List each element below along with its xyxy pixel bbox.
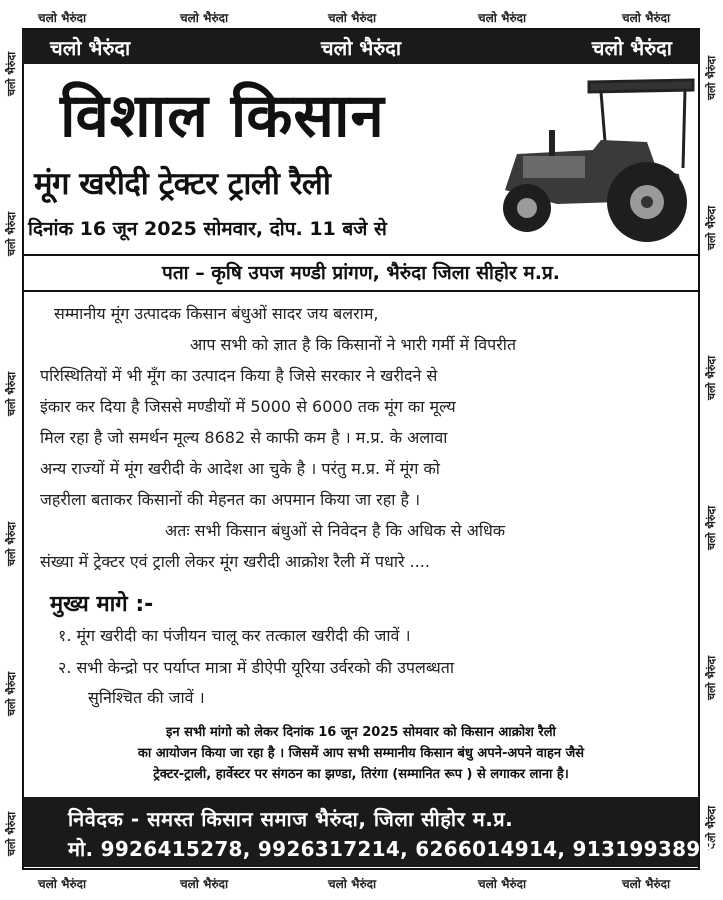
body-line-2: परिस्थितियों में भी मूँग का उत्पादन किया है जिसे सरकार ने खरीदने से: [40, 366, 438, 385]
top-band-text-2: चलो भैरुंदा: [320, 35, 402, 60]
watermark-right-3: चलो भैरुंदा: [705, 355, 718, 400]
watermark-bottom-1: चलो भैरुंदा: [38, 877, 87, 891]
greeting: सम्मानीय मूंग उत्पादक किसान बंधुओं सादर जय बलराम,: [54, 304, 379, 323]
watermark-left-1: चलो भैरुंदा: [5, 51, 18, 96]
rally-appeal: [24, 722, 698, 785]
watermark-right-5: चलो भैरुंदा: [705, 655, 718, 700]
top-band-text-1: चलो भैरुंदा: [50, 35, 131, 60]
demands-heading: मुख्य मागे :-: [50, 592, 154, 617]
appeal-line-1: इन सभी मांगो को लेकर दिनांक 16 जून 2025 सोमवार को किसान आक्रोश रैली: [166, 725, 556, 740]
watermark-top-4: चलो भैरुंदा: [478, 11, 527, 25]
body-line-1: आप सभी को ज्ञात है कि किसानों ने भारी गर्मी में विपरीत: [190, 335, 517, 354]
appeal-body: [40, 298, 680, 577]
demand-1: १. मूंग खरीदी का पंजीयन चालू कर तत्काल खरीदी की जावें ।: [58, 626, 411, 645]
top-band-text-3: चलो भैरुंदा: [591, 35, 672, 60]
watermark-bottom-5: चलो भैरुंदा: [622, 877, 671, 891]
watermark-bottom-4: चलो भैरुंदा: [478, 877, 527, 891]
watermark-right-4: चलो भैरुंदा: [705, 505, 718, 550]
watermark-left-2: चलो भैरुंदा: [5, 211, 18, 256]
watermark-bottom-2: चलो भैरुंदा: [180, 877, 229, 891]
watermark-left-5: चलो भैरुंदा: [5, 671, 18, 716]
body-line-4: मिल रहा है जो समर्थन मूल्य 8682 से काफी कम है । म.प्र. के अलावा: [40, 428, 448, 447]
tractor-illustration: [497, 70, 697, 250]
contact-phones: मो. 9926415278, 9926317214, 6266014914, 9131993898: [68, 837, 715, 861]
watermark-left-3: चलो भैरुंदा: [5, 371, 18, 416]
headline-subtitle: मूंग खरीदी ट्रेक्टर ट्राली रैली: [34, 166, 331, 202]
body-line-7: अतः सभी किसान बंधुओं से निवेदन है कि अधिक से अधिक: [165, 521, 506, 540]
body-line-3: इंकार कर दिया है जिससे मण्डीयों में 5000 से 6000 तक मूंग का मूल्य: [40, 397, 456, 416]
body-line-5: अन्य राज्यों में मूंग खरीदी के आदेश आ चुके है । परंतु म.प्र. में मूंग को: [40, 459, 440, 478]
watermark-right-1: चलो भैरुंदा: [705, 55, 718, 100]
watermark-bottom-3: चलो भैरुंदा: [328, 877, 377, 891]
divider-bottom: [24, 290, 698, 292]
watermark-right-6: चलो भैरुंदा: [705, 805, 718, 850]
watermark-top-3: चलो भैरुंदा: [328, 11, 377, 25]
body-line-6: जहरीला बताकर किसानों की मेहनत का अपमान किया जा रहा है ।: [40, 490, 421, 509]
watermark-top-1: चलो भैरुंदा: [38, 11, 87, 25]
watermark-left-6: चलो भैरुंदा: [5, 811, 18, 856]
watermark-top-5: चलो भैरुंदा: [622, 11, 671, 25]
watermark-right-2: चलो भैरुंदा: [705, 205, 718, 250]
venue-address: पता – कृषि उपज मण्डी प्रांगण, भैरुंदा जिला सीहोर म.प्र.: [162, 262, 560, 284]
top-band: [22, 30, 700, 64]
issuer: निवेदक - समस्त किसान समाज भैरुंदा, जिला सीहोर म.प्र.: [68, 807, 514, 831]
watermark-top-2: चलो भैरुंदा: [180, 11, 229, 25]
watermark-left-4: चलो भैरुंदा: [5, 521, 18, 566]
demand-2-line-2: सुनिश्चित की जावें ।: [88, 688, 205, 707]
appeal-line-2: का आयोजन किया जा रहा है । जिसमें आप सभी सम्मानीय किसान बंधु अपने-अपने वाहन जैसे: [137, 746, 585, 761]
body-line-8: संख्या में ट्रेक्टर एवं ट्राली लेकर मूंग खरीदी आक्रोश रैली में पधारे ....: [40, 552, 430, 571]
demand-2-line-1: २. सभी केन्द्रो पर पर्याप्त मात्रा में डीऐपी यूरिया उर्वरको की उपलब्धता: [58, 658, 454, 677]
headline-title: विशाल किसान: [60, 81, 385, 151]
appeal-line-3: ट्रेक्टर-ट्राली, हार्वेस्टर पर संगठन का झण्डा, तिरंगा (सम्मानित रूप ) से लगाकर लाना है।: [153, 767, 569, 782]
rally-date: दिनांक 16 जून 2025 सोमवार, दोप. 11 बजे से: [28, 218, 387, 240]
